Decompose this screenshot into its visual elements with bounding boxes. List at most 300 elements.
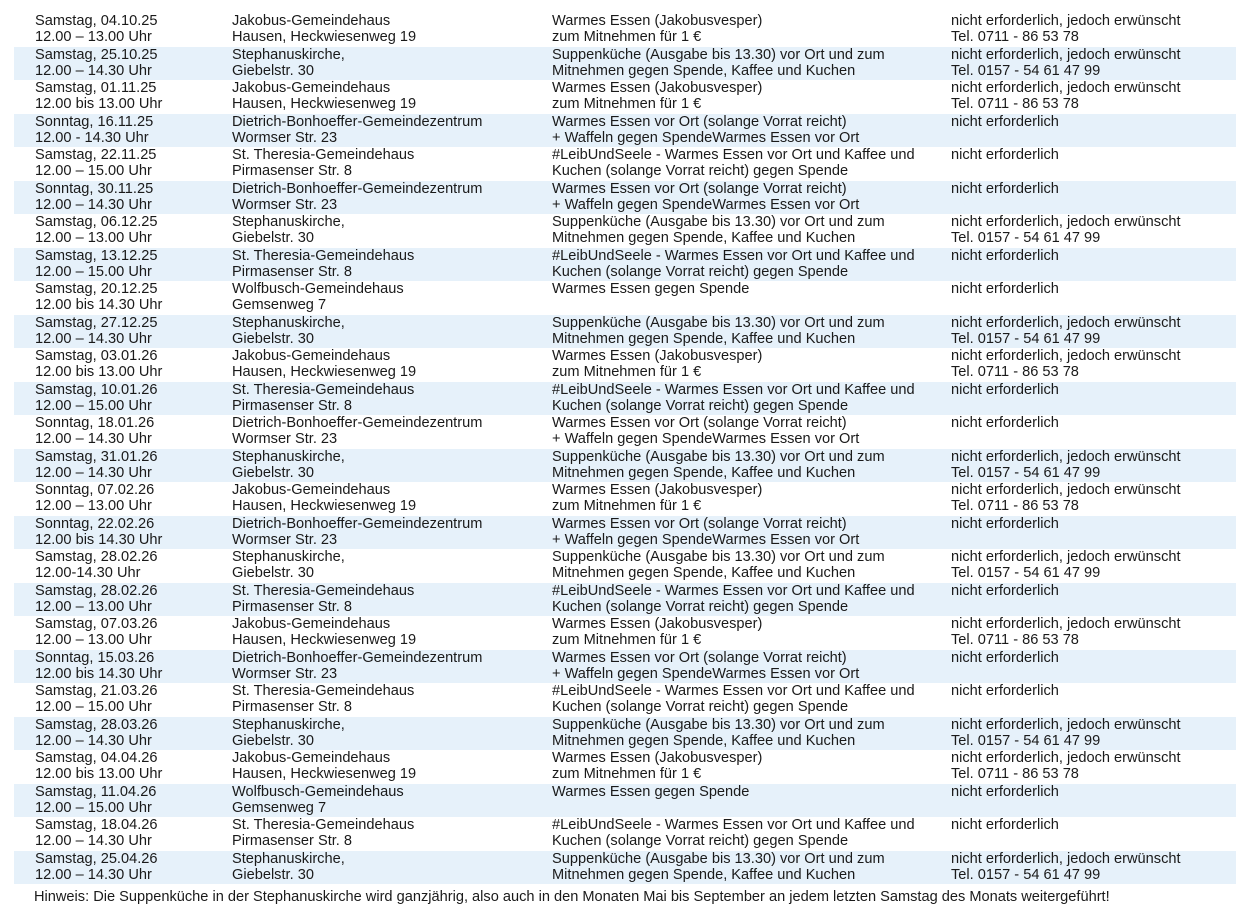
phone-text: Tel. 0711 - 86 53 78 (951, 498, 1079, 514)
time-text: 12.00 - 14.30 Uhr (35, 129, 149, 146)
offer-line: #LeibUndSeele - Warmes Essen vor Ort und Kaffee und (552, 817, 915, 833)
date-cell (35, 47, 158, 79)
time-text: 12.00 bis 14.30 Uhr (35, 665, 163, 682)
schedule-table (14, 13, 1236, 884)
date-cell (35, 482, 154, 514)
registration-text: nicht erforderlich, jedoch erwünscht (951, 348, 1181, 364)
location-cell (232, 315, 345, 347)
location-cell (232, 348, 416, 380)
place-text: Stephanuskirche, (232, 850, 345, 867)
offer-cell (552, 516, 859, 548)
phone-text: Tel. 0711 - 86 53 78 (951, 364, 1079, 380)
date-text: Samstag, 25.04.26 (35, 850, 158, 867)
registration-text: nicht erforderlich (951, 515, 1059, 532)
registration-text: nicht erforderlich, jedoch erwünscht (951, 482, 1181, 498)
offer-cell (552, 717, 885, 749)
offer-line: Warmes Essen (Jakobusvesper) (552, 750, 763, 766)
table-row (14, 616, 1236, 650)
date-cell (35, 549, 158, 581)
registration-text: nicht erforderlich (951, 582, 1059, 599)
offer-cell (552, 784, 749, 800)
table-row (14, 248, 1236, 282)
location-cell (232, 717, 345, 749)
address-text: Wormser Str. 23 (232, 196, 338, 213)
offer-line: Warmes Essen vor Ort (solange Vorrat reicht) (552, 515, 847, 532)
offer-line: Mitnehmen gegen Spende, Kaffee und Kuchen (552, 732, 856, 749)
date-text: Samstag, 28.03.26 (35, 716, 158, 733)
registration-cell (951, 583, 1059, 599)
table-row (14, 817, 1236, 851)
offer-line: zum Mitnehmen für 1 € (552, 632, 702, 648)
registration-cell (951, 750, 1181, 782)
table-row (14, 315, 1236, 349)
date-cell (35, 114, 153, 146)
date-cell (35, 449, 158, 481)
place-text: Stephanuskirche, (232, 448, 345, 465)
date-text: Samstag, 10.01.26 (35, 381, 158, 398)
date-text: Samstag, 20.12.25 (35, 281, 158, 297)
location-cell (232, 181, 482, 213)
location-cell (232, 516, 482, 548)
offer-line: Mitnehmen gegen Spende, Kaffee und Kuchen (552, 464, 856, 481)
offer-line: Mitnehmen gegen Spende, Kaffee und Kuchen (552, 330, 856, 347)
place-text: Stephanuskirche, (232, 549, 345, 565)
address-text: Giebelstr. 30 (232, 565, 314, 581)
place-text: Stephanuskirche, (232, 214, 345, 230)
offer-line: #LeibUndSeele - Warmes Essen vor Ort und Kaffee und (552, 147, 915, 163)
offer-cell (552, 13, 762, 45)
offer-line: #LeibUndSeele - Warmes Essen vor Ort und Kaffee und (552, 381, 915, 398)
phone-text: Tel. 0157 - 54 61 47 99 (951, 330, 1101, 347)
address-text: Gemsenweg 7 (232, 297, 327, 313)
offer-cell (552, 114, 859, 146)
phone-text: Tel. 0157 - 54 61 47 99 (951, 62, 1101, 79)
offer-line: Kuchen (solange Vorrat reicht) gegen Spende (552, 263, 849, 280)
date-cell (35, 784, 156, 816)
phone-text: Tel. 0711 - 86 53 78 (951, 29, 1079, 45)
date-cell (35, 348, 162, 380)
offer-cell (552, 549, 885, 581)
offer-line: Warmes Essen vor Ort (solange Vorrat reicht) (552, 649, 847, 666)
table-row (14, 750, 1236, 784)
place-text: St. Theresia-Gemeindehaus (232, 683, 415, 699)
phone-text: Tel. 0157 - 54 61 47 99 (951, 565, 1101, 581)
location-cell (232, 683, 414, 715)
registration-cell (951, 281, 1059, 297)
registration-cell (951, 47, 1181, 79)
date-text: Samstag, 31.01.26 (35, 448, 158, 465)
offer-line: Kuchen (solange Vorrat reicht) gegen Spende (552, 833, 849, 849)
offer-line: Warmes Essen gegen Spende (552, 281, 750, 297)
place-text: Dietrich-Bonhoeffer-Gemeindezentrum (232, 515, 483, 532)
offer-line: Warmes Essen (Jakobusvesper) (552, 348, 763, 364)
address-text: Hausen, Heckwiesenweg 19 (232, 29, 417, 45)
offer-line: Kuchen (solange Vorrat reicht) gegen Spende (552, 397, 849, 414)
location-cell (232, 214, 345, 246)
date-cell (35, 181, 153, 213)
place-text: Jakobus-Gemeindehaus (232, 13, 391, 29)
table-row (14, 147, 1236, 181)
offer-cell (552, 348, 762, 380)
date-text: Samstag, 28.02.26 (35, 549, 158, 565)
location-cell (232, 248, 414, 280)
time-text: 12.00 bis 13.00 Uhr (35, 96, 163, 112)
table-row (14, 348, 1236, 382)
time-text: 12.00 – 14.30 Uhr (35, 62, 152, 79)
time-text: 12.00 bis 13.00 Uhr (35, 766, 163, 782)
place-text: Wolfbusch-Gemeindehaus (232, 783, 404, 800)
address-text: Hausen, Heckwiesenweg 19 (232, 498, 417, 514)
location-cell (232, 650, 482, 682)
registration-text: nicht erforderlich, jedoch erwünscht (951, 13, 1181, 29)
time-text: 12.00 – 13.00 Uhr (35, 230, 152, 246)
offer-line: Mitnehmen gegen Spende, Kaffee und Kuchen (552, 866, 856, 883)
offer-line: Warmes Essen vor Ort (solange Vorrat reicht) (552, 415, 847, 431)
time-text: 12.00 – 15.00 Uhr (35, 163, 152, 179)
registration-cell (951, 516, 1059, 532)
offer-line: Warmes Essen (Jakobusvesper) (552, 80, 763, 96)
location-cell (232, 47, 345, 79)
date-text: Samstag, 03.01.26 (35, 348, 158, 364)
registration-cell (951, 348, 1181, 380)
phone-text: Tel. 0157 - 54 61 47 99 (951, 866, 1101, 883)
registration-cell (951, 382, 1059, 398)
registration-text: nicht erforderlich, jedoch erwünscht (951, 80, 1181, 96)
place-text: St. Theresia-Gemeindehaus (232, 147, 415, 163)
date-text: Sonntag, 18.01.26 (35, 415, 155, 431)
offer-cell (552, 482, 762, 514)
offer-line: Suppenküche (Ausgabe bis 13.30) vor Ort und zum (552, 716, 885, 733)
place-text: Dietrich-Bonhoeffer-Gemeindezentrum (232, 180, 483, 197)
time-text: 12.00 – 14.30 Uhr (35, 330, 152, 347)
date-text: Samstag, 07.03.26 (35, 616, 158, 632)
time-text: 12.00 – 15.00 Uhr (35, 799, 152, 816)
date-cell (35, 80, 162, 112)
registration-text: nicht erforderlich (951, 281, 1059, 297)
registration-cell (951, 717, 1181, 749)
address-text: Hausen, Heckwiesenweg 19 (232, 766, 417, 782)
time-text: 12.00 – 14.30 Uhr (35, 732, 152, 749)
offer-cell (552, 248, 915, 280)
offer-cell (552, 750, 762, 782)
offer-line: zum Mitnehmen für 1 € (552, 364, 702, 380)
table-row (14, 214, 1236, 248)
offer-cell (552, 683, 915, 715)
place-text: St. Theresia-Gemeindehaus (232, 582, 415, 599)
offer-line: Mitnehmen gegen Spende, Kaffee und Kuchen (552, 565, 856, 581)
place-text: Stephanuskirche, (232, 716, 345, 733)
time-text: 12.00 – 13.00 Uhr (35, 498, 152, 514)
place-text: Jakobus-Gemeindehaus (232, 348, 391, 364)
offer-cell (552, 415, 859, 447)
registration-text: nicht erforderlich (951, 147, 1059, 163)
phone-text: Tel. 0711 - 86 53 78 (951, 766, 1079, 782)
offer-line: Mitnehmen gegen Spende, Kaffee und Kuchen (552, 62, 856, 79)
phone-text: Tel. 0157 - 54 61 47 99 (951, 230, 1101, 246)
place-text: St. Theresia-Gemeindehaus (232, 381, 415, 398)
registration-text: nicht erforderlich, jedoch erwünscht (951, 850, 1181, 867)
offer-line: Warmes Essen (Jakobusvesper) (552, 13, 763, 29)
place-text: Stephanuskirche, (232, 314, 345, 331)
offer-line: #LeibUndSeele - Warmes Essen vor Ort und Kaffee und (552, 582, 915, 599)
phone-text: Tel. 0711 - 86 53 78 (951, 632, 1079, 648)
offer-line: + Waffeln gegen SpendeWarmes Essen vor Ort (552, 531, 860, 548)
table-row (14, 181, 1236, 215)
table-row (14, 482, 1236, 516)
place-text: Jakobus-Gemeindehaus (232, 750, 391, 766)
address-text: Pirmasenser Str. 8 (232, 263, 353, 280)
time-text: 12.00-14.30 Uhr (35, 565, 141, 581)
registration-cell (951, 248, 1059, 264)
registration-text: nicht erforderlich (951, 381, 1059, 398)
location-cell (232, 13, 416, 45)
phone-text: Tel. 0157 - 54 61 47 99 (951, 464, 1101, 481)
address-text: Wormser Str. 23 (232, 665, 338, 682)
registration-text: nicht erforderlich (951, 817, 1059, 833)
registration-cell (951, 549, 1181, 581)
registration-text: nicht erforderlich (951, 683, 1059, 699)
offer-line: Suppenküche (Ausgabe bis 13.30) vor Ort und zum (552, 448, 885, 465)
date-text: Sonntag, 30.11.25 (35, 180, 154, 197)
place-text: Jakobus-Gemeindehaus (232, 482, 391, 498)
offer-line: + Waffeln gegen SpendeWarmes Essen vor Ort (552, 431, 860, 447)
date-cell (35, 851, 158, 883)
address-text: Giebelstr. 30 (232, 330, 314, 347)
location-cell (232, 817, 414, 849)
date-cell (35, 683, 158, 715)
location-cell (232, 449, 345, 481)
place-text: Jakobus-Gemeindehaus (232, 80, 391, 96)
registration-text: nicht erforderlich, jedoch erwünscht (951, 46, 1181, 63)
offer-cell (552, 147, 915, 179)
table-row (14, 382, 1236, 416)
offer-line: + Waffeln gegen SpendeWarmes Essen vor Ort (552, 665, 860, 682)
address-text: Giebelstr. 30 (232, 62, 314, 79)
registration-text: nicht erforderlich (951, 113, 1059, 130)
date-text: Sonntag, 22.02.26 (35, 515, 155, 532)
date-cell (35, 650, 162, 682)
address-text: Pirmasenser Str. 8 (232, 163, 353, 179)
date-text: Samstag, 18.04.26 (35, 817, 158, 833)
registration-text: nicht erforderlich (951, 415, 1059, 431)
date-cell (35, 583, 158, 615)
registration-cell (951, 80, 1181, 112)
table-row (14, 13, 1236, 47)
registration-text: nicht erforderlich (951, 649, 1059, 666)
offer-line: Suppenküche (Ausgabe bis 13.30) vor Ort und zum (552, 46, 885, 63)
date-cell (35, 13, 158, 45)
offer-line: Suppenküche (Ausgabe bis 13.30) vor Ort und zum (552, 314, 885, 331)
date-text: Samstag, 13.12.25 (35, 247, 158, 264)
address-text: Giebelstr. 30 (232, 464, 314, 481)
date-cell (35, 382, 158, 414)
table-row (14, 717, 1236, 751)
offer-cell (552, 851, 885, 883)
offer-line: + Waffeln gegen SpendeWarmes Essen vor Ort (552, 129, 860, 146)
place-text: Stephanuskirche, (232, 46, 345, 63)
date-text: Sonntag, 16.11.25 (35, 113, 154, 130)
date-text: Sonntag, 07.02.26 (35, 482, 155, 498)
address-text: Pirmasenser Str. 8 (232, 598, 353, 615)
footnote: Hinweis: Die Suppenküche in der Stephanuskirche wird ganzjährig, also auch in den Monaten Mai bis September an jedem letzten Samstag des Monats weitergeführt! (34, 889, 1110, 905)
offer-line: #LeibUndSeele - Warmes Essen vor Ort und Kaffee und (552, 683, 915, 699)
table-row (14, 80, 1236, 114)
location-cell (232, 482, 416, 514)
registration-text: nicht erforderlich, jedoch erwünscht (951, 750, 1181, 766)
registration-text: nicht erforderlich, jedoch erwünscht (951, 214, 1181, 230)
table-row (14, 683, 1236, 717)
time-text: 12.00 – 13.00 Uhr (35, 632, 152, 648)
offer-line: Mitnehmen gegen Spende, Kaffee und Kuchen (552, 230, 856, 246)
place-text: Jakobus-Gemeindehaus (232, 616, 391, 632)
registration-cell (951, 851, 1181, 883)
location-cell (232, 583, 414, 615)
time-text: 12.00 – 13.00 Uhr (35, 598, 152, 615)
location-cell (232, 382, 414, 414)
offer-line: zum Mitnehmen für 1 € (552, 766, 702, 782)
offer-line: Suppenküche (Ausgabe bis 13.30) vor Ort und zum (552, 850, 885, 867)
offer-line: zum Mitnehmen für 1 € (552, 96, 702, 112)
address-text: Hausen, Heckwiesenweg 19 (232, 96, 417, 112)
offer-line: Kuchen (solange Vorrat reicht) gegen Spende (552, 598, 849, 615)
table-row (14, 47, 1236, 81)
offer-line: Warmes Essen (Jakobusvesper) (552, 616, 763, 632)
date-text: Sonntag, 15.03.26 (35, 649, 155, 666)
registration-cell (951, 415, 1059, 431)
date-text: Samstag, 04.10.25 (35, 13, 158, 29)
registration-cell (951, 616, 1181, 648)
time-text: 12.00 – 14.30 Uhr (35, 833, 152, 849)
date-cell (35, 616, 158, 648)
date-text: Samstag, 04.04.26 (35, 750, 158, 766)
registration-text: nicht erforderlich (951, 783, 1059, 800)
location-cell (232, 784, 404, 816)
address-text: Gemsenweg 7 (232, 799, 327, 816)
date-cell (35, 315, 158, 347)
date-cell (35, 750, 162, 782)
place-text: Wolfbusch-Gemeindehaus (232, 281, 404, 297)
address-text: Giebelstr. 30 (232, 230, 314, 246)
location-cell (232, 80, 416, 112)
address-text: Wormser Str. 23 (232, 129, 338, 146)
date-cell (35, 147, 156, 179)
date-cell (35, 516, 162, 548)
date-text: Samstag, 22.11.25 (35, 147, 157, 163)
date-text: Samstag, 25.10.25 (35, 46, 158, 63)
time-text: 12.00 – 14.30 Uhr (35, 464, 152, 481)
address-text: Wormser Str. 23 (232, 531, 338, 548)
registration-cell (951, 315, 1181, 347)
table-row (14, 851, 1236, 885)
place-text: St. Theresia-Gemeindehaus (232, 817, 415, 833)
address-text: Hausen, Heckwiesenweg 19 (232, 632, 417, 648)
offer-line: Warmes Essen gegen Spende (552, 783, 750, 800)
offer-line: Warmes Essen vor Ort (solange Vorrat reicht) (552, 180, 847, 197)
registration-text: nicht erforderlich (951, 180, 1059, 197)
address-text: Pirmasenser Str. 8 (232, 397, 353, 414)
offer-cell (552, 583, 915, 615)
registration-text: nicht erforderlich, jedoch erwünscht (951, 314, 1181, 331)
registration-cell (951, 13, 1181, 45)
time-text: 12.00 – 15.00 Uhr (35, 699, 152, 715)
offer-cell (552, 650, 859, 682)
offer-cell (552, 47, 885, 79)
table-row (14, 516, 1236, 550)
registration-cell (951, 214, 1181, 246)
table-row (14, 650, 1236, 684)
registration-cell (951, 817, 1059, 833)
registration-cell (951, 114, 1059, 130)
table-row (14, 583, 1236, 617)
time-text: 12.00 – 14.30 Uhr (35, 431, 152, 447)
offer-line: + Waffeln gegen SpendeWarmes Essen vor Ort (552, 196, 860, 213)
time-text: 12.00 – 13.00 Uhr (35, 29, 152, 45)
offer-cell (552, 281, 749, 297)
offer-line: Suppenküche (Ausgabe bis 13.30) vor Ort und zum (552, 549, 885, 565)
registration-text: nicht erforderlich, jedoch erwünscht (951, 549, 1181, 565)
date-cell (35, 248, 158, 280)
time-text: 12.00 bis 13.00 Uhr (35, 364, 163, 380)
date-text: Samstag, 01.11.25 (35, 80, 157, 96)
address-text: Pirmasenser Str. 8 (232, 699, 353, 715)
registration-cell (951, 784, 1059, 800)
offer-cell (552, 449, 885, 481)
phone-text: Tel. 0711 - 86 53 78 (951, 96, 1079, 112)
registration-cell (951, 650, 1059, 666)
location-cell (232, 750, 416, 782)
time-text: 12.00 – 14.30 Uhr (35, 196, 152, 213)
registration-cell (951, 181, 1059, 197)
offer-cell (552, 181, 859, 213)
offer-line: zum Mitnehmen für 1 € (552, 498, 702, 514)
table-row (14, 114, 1236, 148)
offer-cell (552, 80, 762, 112)
time-text: 12.00 – 14.30 Uhr (35, 866, 152, 883)
offer-line: zum Mitnehmen für 1 € (552, 29, 702, 45)
time-text: 12.00 – 15.00 Uhr (35, 263, 152, 280)
table-row (14, 784, 1236, 818)
offer-cell (552, 382, 915, 414)
location-cell (232, 851, 345, 883)
time-text: 12.00 bis 14.30 Uhr (35, 531, 163, 548)
registration-cell (951, 449, 1181, 481)
offer-line: Kuchen (solange Vorrat reicht) gegen Spende (552, 699, 849, 715)
location-cell (232, 415, 482, 447)
table-row (14, 415, 1236, 449)
registration-cell (951, 147, 1059, 163)
date-text: Samstag, 11.04.26 (35, 783, 157, 800)
date-text: Samstag, 06.12.25 (35, 214, 158, 230)
registration-cell (951, 683, 1059, 699)
date-text: Samstag, 27.12.25 (35, 314, 158, 331)
address-text: Wormser Str. 23 (232, 431, 338, 447)
location-cell (232, 281, 404, 313)
place-text: St. Theresia-Gemeindehaus (232, 247, 415, 264)
location-cell (232, 549, 345, 581)
table-row (14, 549, 1236, 583)
offer-cell (552, 315, 885, 347)
date-cell (35, 281, 162, 313)
date-text: Samstag, 28.02.26 (35, 582, 158, 599)
offer-line: Warmes Essen vor Ort (solange Vorrat reicht) (552, 113, 847, 130)
offer-line: Warmes Essen (Jakobusvesper) (552, 482, 763, 498)
date-cell (35, 717, 158, 749)
offer-cell (552, 214, 885, 246)
address-text: Pirmasenser Str. 8 (232, 833, 353, 849)
offer-line: #LeibUndSeele - Warmes Essen vor Ort und Kaffee und (552, 247, 915, 264)
registration-cell (951, 482, 1181, 514)
place-text: Dietrich-Bonhoeffer-Gemeindezentrum (232, 415, 483, 431)
